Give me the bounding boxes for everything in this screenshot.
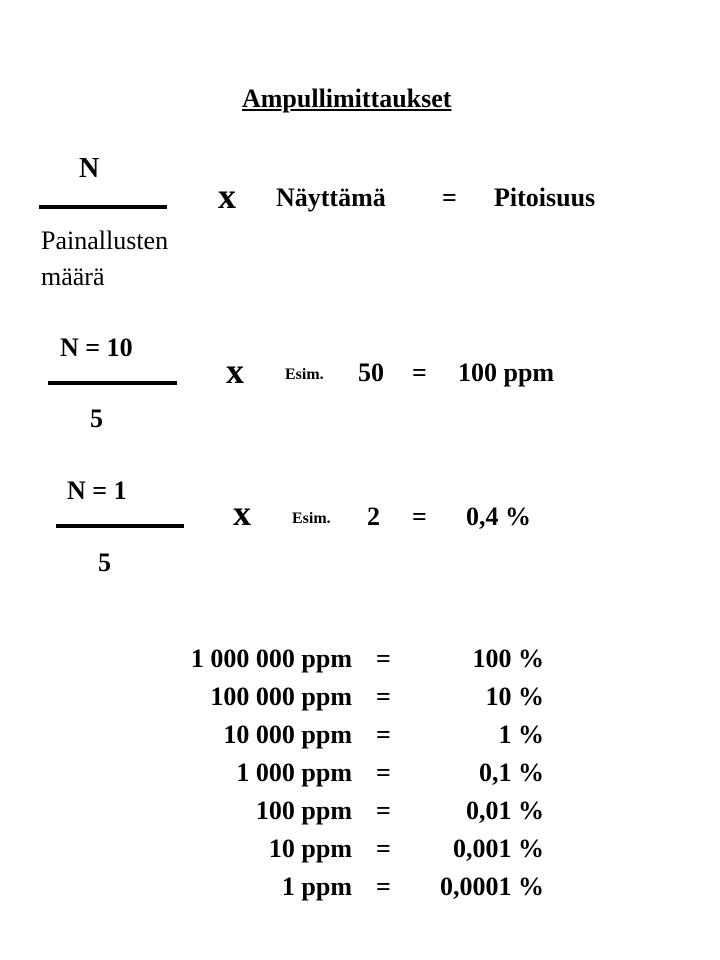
- example-label: Esim.: [285, 366, 324, 383]
- percent-value: 100 %: [472, 644, 544, 673]
- equals-sign: =: [376, 682, 391, 711]
- example-denominator: 5: [98, 548, 111, 577]
- percent-value: 0,0001 %: [440, 872, 544, 901]
- ppm-value: 100 ppm: [255, 796, 352, 825]
- ppm-value: 1 000 000 ppm: [190, 644, 352, 673]
- percent-value: 1 %: [498, 720, 544, 749]
- ppm-value: 100 000 ppm: [210, 682, 352, 711]
- conversion-row: [0, 682, 720, 720]
- example-result: 0,4 %: [466, 502, 531, 531]
- multiply-sign: x: [233, 493, 251, 533]
- ppm-value: 10 ppm: [268, 834, 352, 863]
- fraction-bar: [39, 205, 167, 209]
- example-equals: =: [412, 502, 427, 531]
- equals-sign: =: [376, 834, 391, 863]
- ppm-value: 10 000 ppm: [223, 720, 352, 749]
- conversion-row: [0, 872, 720, 910]
- equals-sign: =: [376, 796, 391, 825]
- example-numerator: N = 10: [60, 333, 133, 362]
- ppm-value: 1 ppm: [281, 872, 352, 901]
- formula-equals: =: [442, 183, 457, 212]
- ppm-value: 1 000 ppm: [236, 758, 352, 787]
- multiply-sign: x: [218, 176, 236, 216]
- formula-denominator-line1: Painallusten: [41, 226, 169, 255]
- conversion-row: [0, 644, 720, 682]
- example-value: 50: [358, 358, 384, 387]
- example-value: 2: [367, 502, 380, 531]
- multiply-sign: x: [226, 351, 244, 391]
- conversion-row: [0, 758, 720, 796]
- equals-sign: =: [376, 758, 391, 787]
- example-denominator: 5: [90, 404, 103, 433]
- conversion-row: [0, 834, 720, 872]
- equals-sign: =: [376, 872, 391, 901]
- fraction-bar: [56, 524, 184, 528]
- page-title: Ampullimittaukset: [242, 84, 452, 113]
- percent-value: 0,01 %: [466, 796, 544, 825]
- percent-value: 10 %: [485, 682, 544, 711]
- equals-sign: =: [376, 644, 391, 673]
- example-result: 100 ppm: [458, 358, 555, 387]
- formula-reading: Näyttämä: [276, 183, 386, 212]
- formula-numerator: N: [79, 153, 100, 184]
- example-label: Esim.: [292, 510, 331, 527]
- formula-denominator-line2: määrä: [41, 262, 105, 291]
- fraction-bar: [48, 381, 177, 385]
- percent-value: 0,1 %: [479, 758, 544, 787]
- conversion-row: [0, 720, 720, 758]
- percent-value: 0,001 %: [453, 834, 544, 863]
- example-numerator: N = 1: [67, 476, 127, 505]
- equals-sign: =: [376, 720, 391, 749]
- example-equals: =: [412, 358, 427, 387]
- conversion-row: [0, 796, 720, 834]
- formula-result: Pitoisuus: [494, 183, 596, 212]
